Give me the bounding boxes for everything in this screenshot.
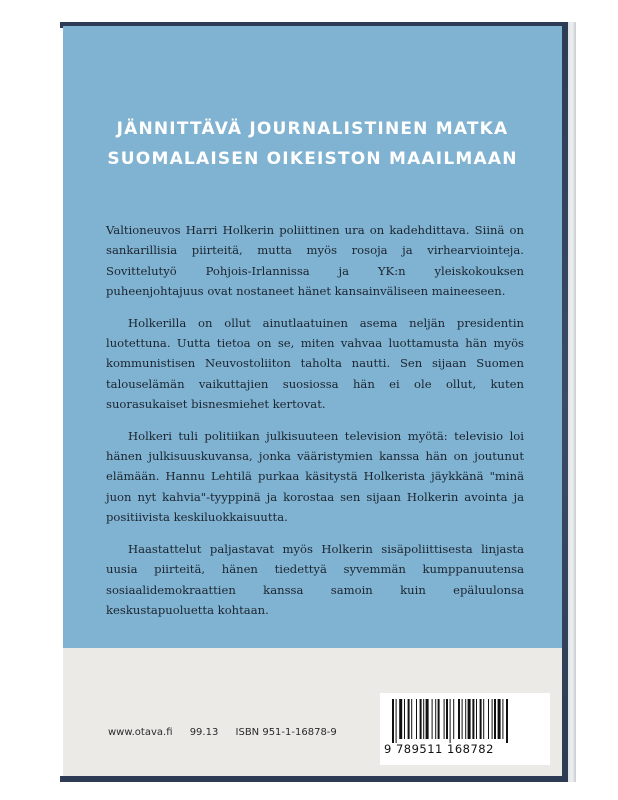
barcode-bar: [453, 699, 454, 739]
product-code: 99.13: [189, 727, 219, 738]
barcode-bar: [502, 699, 503, 739]
barcode-bar: [492, 699, 493, 739]
barcode-bar: [420, 699, 422, 739]
barcode-bars: [390, 699, 542, 743]
blurb-text: [106, 220, 524, 631]
barcode-bar: [494, 699, 496, 739]
barcode-bar: [480, 699, 482, 739]
blurb-paragraph-2: Holkerilla on ollut ainutlaatuinen asema neljän presidentin luotettuna. Uutta tietoa on se, miten vahvaa luottamusta hän myös kommunistisen Neuvostoliiton taholta nautti. Sen sijaan Suomen talouselämän vaikuttajien suosiossa hän ei ole ollut, kuten suorasukaiset bisnesmiehet kertovat.: [106, 315, 524, 412]
blurb-paragraph-1: Valtioneuvos Harri Holkerin poliittinen ura on kadehdittava. Siinä on sankarillisia piirteitä, mutta myös rosoja ja virhearviointeja. Sovittelutyö Pohjois-Irlannissa ja YK:n yleiskokouksen puheenjohtajuus ovat nostaneet hänet kansainväliseen maineeseen.: [106, 223, 524, 299]
isbn-number: ISBN 951-1-16878-9: [235, 727, 337, 738]
barcode-bar: [416, 699, 417, 739]
barcode-bar: [411, 699, 412, 739]
barcode-bar: [472, 699, 474, 739]
headline-line-1: JÄNNITTÄVÄ JOURNALISTINEN MATKA: [116, 119, 509, 139]
barcode-bar: [444, 699, 445, 739]
barcode-bar: [476, 699, 477, 739]
blurb-paragraph-4: Haastattelut paljastavat myös Holkerin sisäpoliittisesta linjasta uusia piirteitä, hänen tiedettyä syvemmän kumppanuutensa sosiaalidemokraattien kanssa samoin kuin epäluulonsa keskustapuoluetta kohtaan.: [106, 541, 524, 617]
barcode-bar: [404, 699, 405, 739]
publisher-website: www.otava.fi: [108, 727, 173, 738]
barcode-bar: [458, 699, 460, 739]
barcode-bar: [483, 699, 484, 739]
barcode-bar: [399, 699, 402, 739]
barcode-bar: [506, 699, 508, 743]
cover-right-edge: [562, 22, 568, 782]
cover-bottom-edge: [60, 776, 568, 782]
barcode-bar: [498, 699, 501, 739]
barcode-bar: [423, 699, 424, 739]
barcode-bar: [432, 699, 433, 739]
barcode-bar: [392, 699, 394, 743]
headline-line-2: SUOMALAISEN OIKEISTON MAAILMAAN: [107, 149, 518, 169]
barcode-bar: [488, 699, 489, 739]
barcode-bar: [396, 699, 397, 743]
barcode-bar: [435, 699, 436, 739]
barcode: [380, 693, 550, 765]
headline: [63, 114, 562, 174]
barcode-bar: [462, 699, 463, 739]
barcode-bar: [426, 699, 429, 739]
blurb-paragraph-3: Holkeri tuli politiikan julkisuuteen television myötä: televisio loi hänen julkisuuskuvansa, jonka vääristymien kanssa hän on joutunut elämään. Hannu Lehtilä purkaa käsitystä Holkerista jäykkänä "minä juon nyt kahvia"-tyyppinä ja korostaa sen sijaan Holkerin avointa ja positiivista keskiluokkaisuutta.: [106, 428, 524, 525]
barcode-bar: [408, 699, 410, 739]
publisher-info: [108, 727, 351, 738]
barcode-bar: [450, 699, 451, 743]
barcode-bar: [438, 699, 440, 739]
barcode-bar: [468, 699, 471, 739]
barcode-bar: [465, 699, 466, 739]
barcode-digits: 9 789511 168782: [384, 742, 494, 756]
barcode-bar: [446, 699, 448, 739]
